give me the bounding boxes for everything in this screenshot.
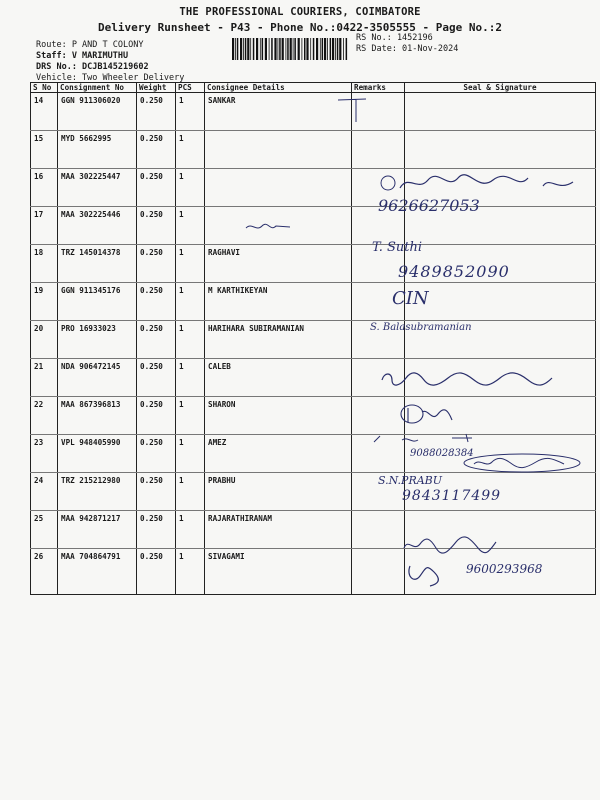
barcode-bar [253,38,255,60]
rs-date: RS Date: 01-Nov-2024 [356,44,459,54]
remarks-tick-14 [336,94,372,124]
barcode-bar [343,38,344,60]
signature-26-initial [404,558,444,588]
row-sno: 15 [31,131,58,169]
signature-18-name: T. Suthi [372,240,423,255]
signature-26-scrawl [400,534,500,556]
row-sno: 23 [31,435,58,473]
row-weight: 0.250 [137,359,176,397]
table-row [31,283,596,321]
row-consignee: PRABHU [205,473,352,511]
row-sno: 17 [31,207,58,245]
row-consignment-no: GGN 911345176 [58,283,137,321]
barcode-bar [306,38,308,60]
barcode-bar [250,38,251,60]
signature-20-name: S. Balasubramanian [370,322,472,333]
table-row [31,207,596,245]
barcode-bar [271,38,273,60]
barcode-bar [237,38,239,60]
barcode-bar [265,38,267,60]
barcode-bar [245,38,247,60]
company-title: THE PROFESSIONAL COURIERS, COIMBATORE [179,6,421,18]
header-consignee: Consignee Details [205,83,352,93]
barcode-bar [327,38,328,60]
row-consignment-no: MAA 302225446 [58,207,137,245]
barcode-bar [243,38,244,60]
row-pcs: 1 [176,435,205,473]
row-weight: 0.250 [137,473,176,511]
runsheet-subtitle: Delivery Runsheet - P43 - Phone No.:0422-3505555 - Page No.:2 [98,21,502,34]
barcode-bar [337,38,339,60]
row-sno: 22 [31,397,58,435]
header-pcs: PCS [176,83,205,93]
barcode-bar [260,38,261,60]
row-consignee: HARIHARA SUBIRAMANIAN [205,321,352,359]
barcode-bar [330,38,332,60]
table-row [31,397,596,435]
table-row [31,473,596,511]
table-row [31,93,596,131]
row-sno: 18 [31,245,58,283]
row-pcs: 1 [176,207,205,245]
signature-21-scrawl [378,368,556,390]
consignee-17-mark [244,220,294,234]
barcode-bar [324,38,326,60]
row-remarks [352,131,405,169]
barcode-bar [298,38,300,60]
header-consignment-no: Consignment No [58,83,137,93]
barcode-bar [322,38,324,60]
row-weight: 0.250 [137,245,176,283]
row-seal-signature [405,131,596,169]
runsheet-table [30,82,596,595]
row-pcs: 1 [176,283,205,321]
row-pcs: 1 [176,549,205,595]
row-consignee [205,131,352,169]
row-remarks [352,397,405,435]
row-consignment-no: GGN 911306020 [58,93,137,131]
header-seal-signature: Seal & Signature [405,83,596,93]
header-weight: Weight [137,83,176,93]
barcode-bar [247,38,249,60]
barcode [232,38,348,60]
row-pcs: 1 [176,359,205,397]
row-pcs: 1 [176,245,205,283]
barcode-bar [320,38,321,60]
row-consignment-no: VPL 948405990 [58,435,137,473]
row-consignee: SIVAGAMI [205,549,352,595]
barcode-bar [290,38,292,60]
signature-16-scrawl [378,170,578,196]
row-sno: 26 [31,549,58,595]
barcode-bar [279,38,281,60]
row-consignment-no: TRZ 215212980 [58,473,137,511]
barcode-bar [304,38,306,60]
table-row [31,131,596,169]
barcode-bar [286,38,287,60]
signature-26-phone: 9600293968 [466,562,543,576]
row-pcs: 1 [176,473,205,511]
row-pcs: 1 [176,131,205,169]
signature-18-phone: 9489852090 [398,262,510,281]
row-consignee: SANKAR [205,93,352,131]
barcode-bar [256,38,258,60]
barcode-bar [316,38,318,60]
rs-number: RS No.: 1452196 [356,33,433,43]
barcode-bar [335,38,336,60]
row-consignment-no: MAA 942871217 [58,511,137,549]
barcode-bar [269,38,270,60]
row-sno: 16 [31,169,58,207]
row-pcs: 1 [176,511,205,549]
row-consignee: M KARTHIKEYAN [205,283,352,321]
row-weight: 0.250 [137,131,176,169]
row-consignee: CALEB [205,359,352,397]
barcode-bar [240,38,242,60]
row-sno: 25 [31,511,58,549]
signature-22-scrawl [398,402,458,428]
barcode-bar [346,38,348,60]
row-weight: 0.250 [137,549,176,595]
barcode-bar [282,38,284,60]
barcode-bar [287,38,289,60]
barcode-bar [293,38,294,60]
barcode-bar [313,38,315,60]
row-weight: 0.250 [137,207,176,245]
table-row [31,321,596,359]
barcode-bar [332,38,334,60]
row-seal-signature [405,93,596,131]
row-consignment-no: NDA 906472145 [58,359,137,397]
barcode-bar [232,38,234,60]
barcode-bar [302,38,303,60]
row-weight: 0.250 [137,283,176,321]
row-pcs: 1 [176,397,205,435]
row-consignee [205,169,352,207]
signature-19-mark: CIN [392,288,429,309]
row-sno: 21 [31,359,58,397]
signature-23-phone: 9088028384 [410,448,474,459]
header-remarks: Remarks [352,83,405,93]
barcode-bar [274,38,276,60]
row-consignee: SHARON [205,397,352,435]
signature-23-oval [460,452,584,474]
signature-16-phone: 9626627053 [378,196,480,215]
row-consignment-no: PRO 16933023 [58,321,137,359]
signature-24-name: S.N.PRABU [378,474,443,487]
row-pcs: 1 [176,93,205,131]
row-weight: 0.250 [137,397,176,435]
table-row [31,511,596,549]
row-pcs: 1 [176,169,205,207]
signature-23-scrawl [372,432,492,448]
row-consignment-no: MAA 302225447 [58,169,137,207]
row-sno: 24 [31,473,58,511]
row-remarks [352,511,405,549]
route-label: Route: P AND T COLONY [36,40,144,50]
barcode-bar [278,38,279,60]
barcode-bar [310,38,311,60]
barcode-bar [339,38,341,60]
row-sno: 19 [31,283,58,321]
row-sno: 20 [31,321,58,359]
row-consignee: AMEZ [205,435,352,473]
vehicle-label: Vehicle: Two Wheeler Delivery [36,73,185,83]
row-weight: 0.250 [137,511,176,549]
row-consignment-no: MYD 5662995 [58,131,137,169]
row-sno: 14 [31,93,58,131]
row-consignee: RAJARATHIRANAM [205,511,352,549]
staff-label: Staff: V MARIMUTHU [36,51,129,61]
signature-24-phone: 9843117499 [402,488,502,504]
row-consignment-no: TRZ 145014378 [58,245,137,283]
row-consignment-no: MAA 867396813 [58,397,137,435]
row-weight: 0.250 [137,169,176,207]
barcode-bar [262,38,264,60]
row-consignment-no: MAA 704864791 [58,549,137,595]
row-weight: 0.250 [137,435,176,473]
row-seal-signature [405,283,596,321]
drs-label: DRS No.: DCJB145219602 [36,62,149,72]
barcode-bar [294,38,296,60]
row-pcs: 1 [176,321,205,359]
row-weight: 0.250 [137,321,176,359]
rs-meta [356,33,458,55]
route-meta [36,40,184,84]
table-header-row [31,83,596,93]
table-row [31,245,596,283]
row-weight: 0.250 [137,93,176,131]
row-consignee: RAGHAVI [205,245,352,283]
barcode-bar [235,38,236,60]
row-remarks [352,549,405,595]
header-sno: S No [31,83,58,93]
